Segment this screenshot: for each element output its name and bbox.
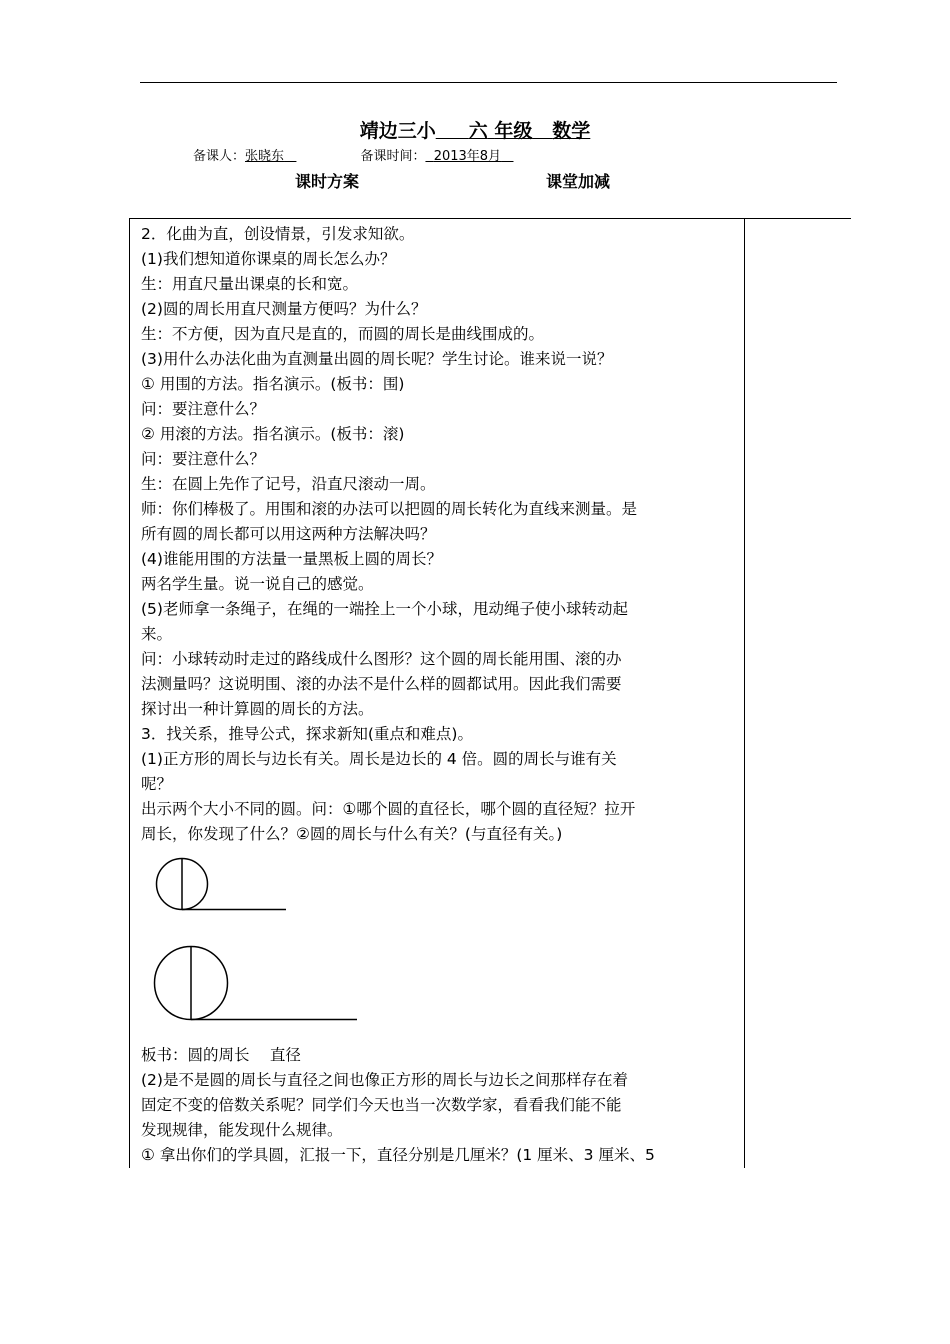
- preparer-name: 张晓东: [245, 149, 285, 164]
- grade-suffix: 年级: [494, 120, 533, 142]
- text-line: 来。: [141, 625, 173, 643]
- page-title: [0, 116, 950, 143]
- content-before-figure: [141, 222, 741, 847]
- text-line: 生：不方便，因为直尺是直的，而圆的周长是曲线围成的。: [141, 325, 545, 343]
- text-line: ① 用围的方法。指名演示。(板书：围): [141, 375, 405, 393]
- text-line: 探讨出一种计算圆的周长的方法。: [141, 700, 374, 718]
- text-line: (5)老师拿一条绳子，在绳的一端拴上一个小球，甩动绳子使小球转动起: [141, 600, 628, 618]
- prep-time: 2013年8月: [433, 149, 502, 164]
- school-name: 靖边三小: [359, 120, 436, 142]
- text-line: 出示两个大小不同的圆。问：①哪个圆的直径长，哪个圆的直径短？拉开: [141, 800, 636, 818]
- two-circles-figure: [140, 845, 380, 1035]
- subject-field: 数学: [552, 120, 591, 142]
- content-after-figure: [141, 1043, 741, 1168]
- column-heading-adjust: 课堂加减: [546, 172, 611, 191]
- text-line: 问：小球转动时走过的路线成什么图形？这个圆的周长能用围、滚的办: [141, 650, 622, 668]
- text-line: (4)谁能用围的方法量一量黑板上圆的周长？: [141, 550, 442, 568]
- table-left-border: [129, 218, 130, 1168]
- lesson-content-continued: [141, 1043, 741, 1168]
- text-line: 3．找关系，推导公式，探求新知(重点和难点)。: [141, 725, 473, 743]
- table-top-border: [129, 218, 851, 219]
- time-label: 备课时间：: [360, 149, 426, 164]
- text-line: 生：在圆上先作了记号，沿直尺滚动一周。: [141, 475, 436, 493]
- text-line: 板书：圆的周长 直径: [141, 1046, 301, 1064]
- text-line: (1)我们想知道你课桌的周长怎么办？: [141, 250, 396, 268]
- text-line: 问：要注意什么？: [141, 450, 266, 468]
- text-line: 师：你们棒极了。用围和滚的办法可以把圆的周长转化为直线来测量。是: [141, 500, 638, 518]
- text-line: 所有圆的周长都可以用这两种方法解决吗？: [141, 525, 436, 543]
- text-line: (2)是不是圆的周长与直径之间也像正方形的周长与边长之间那样存在着: [141, 1071, 628, 1089]
- text-line: (2)圆的周长用直尺测量方便吗？为什么？: [141, 300, 427, 318]
- text-line: 问：要注意什么？: [141, 400, 266, 418]
- text-line: 两名学生量。说一说自己的感觉。: [141, 575, 374, 593]
- text-line: ② 用滚的方法。指名演示。(板书：滚): [141, 425, 405, 443]
- table-column-divider: [744, 218, 745, 1168]
- text-line: 2．化曲为直，创设情景，引发求知欲。: [141, 225, 415, 243]
- lesson-content: [141, 222, 741, 847]
- text-line: 呢？: [141, 775, 173, 793]
- column-heading-plan: 课时方案: [295, 172, 360, 191]
- text-line: 固定不变的倍数关系呢？同学们今天也当一次数学家，看看我们能不能: [141, 1096, 622, 1114]
- text-line: 周长，你发现了什么？②圆的周长与什么有关？(与直径有关。): [141, 825, 563, 843]
- text-line: (3)用什么办法化曲为直测量出圆的周长呢？学生讨论。谁来说一说？: [141, 350, 613, 368]
- text-line: (1)正方形的周长与边长有关。周长是边长的 4 倍。圆的周长与谁有关: [141, 750, 617, 768]
- meta-line: [193, 145, 513, 164]
- text-line: ① 拿出你们的学具圆，汇报一下，直径分别是几厘米？(1 厘米、3 厘米、5: [141, 1146, 655, 1164]
- grade-field: 六: [468, 120, 488, 142]
- top-rule: [140, 82, 837, 83]
- text-line: 法测量吗？这说明围、滚的办法不是什么样的圆都试用。因此我们需要: [141, 675, 622, 693]
- preparer-label: 备课人：: [193, 149, 246, 164]
- text-line: 发现规律，能发现什么规律。: [141, 1121, 343, 1139]
- text-line: 生：用直尺量出课桌的长和宽。: [141, 275, 359, 293]
